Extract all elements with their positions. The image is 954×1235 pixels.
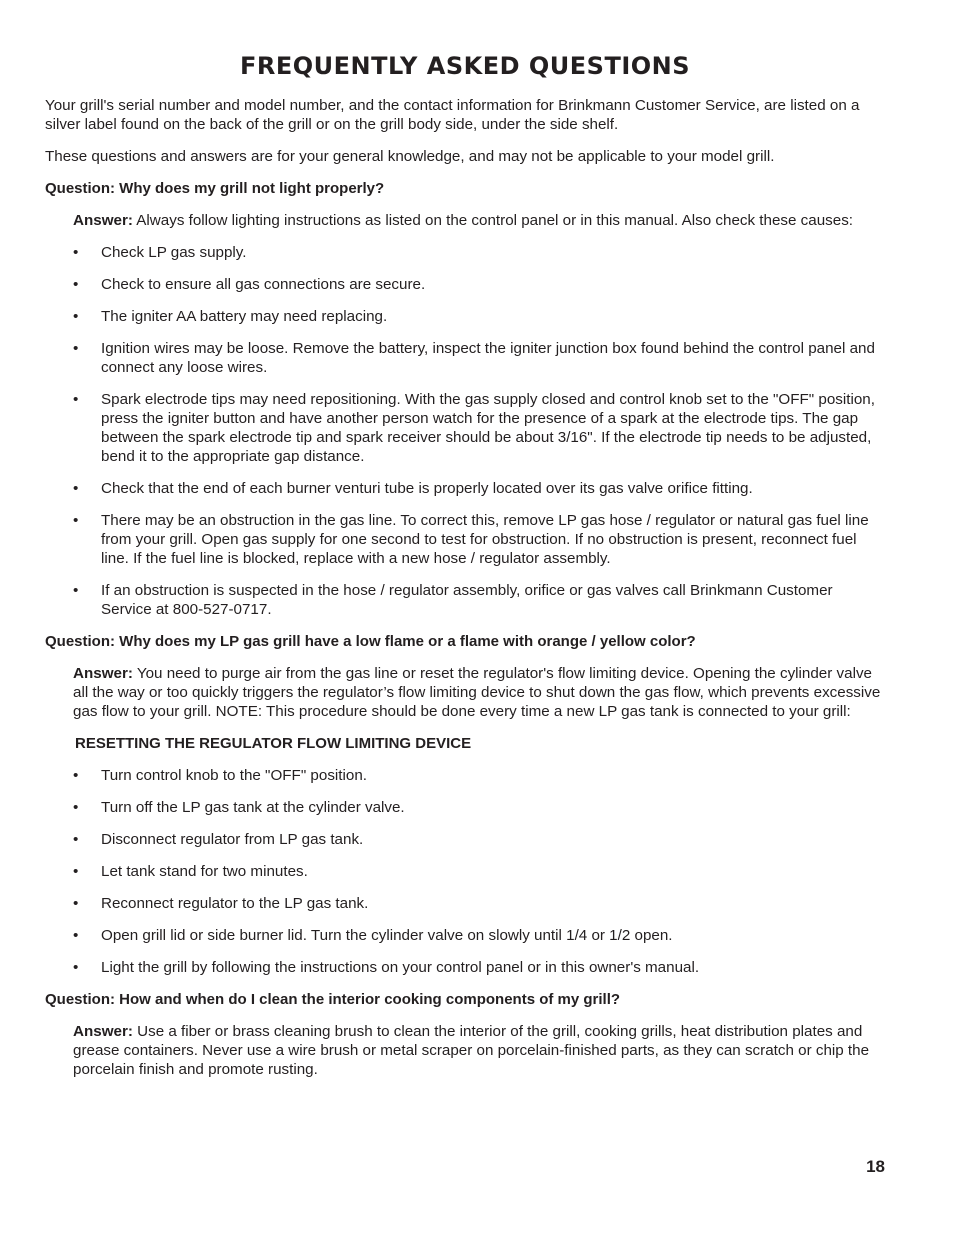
- list-item: • If an obstruction is suspected in the hose / regulator assembly, orifice or gas valves call Brinkmann Customer Service at 800-527-0717.: [101, 581, 885, 619]
- list-item: • Turn control knob to the "OFF" position.: [101, 766, 885, 785]
- answer-3: [73, 1022, 885, 1079]
- answer-label: Answer:: [73, 1023, 133, 1040]
- answer-label: Answer:: [73, 665, 133, 682]
- intro-paragraph-1: Your grill's serial number and model number, and the contact information for Brinkmann Customer Service, are listed on a silver label found on the back of the grill or on the grill body side, under the side shelf.: [45, 97, 860, 133]
- answer-1: [73, 211, 885, 230]
- subheading-reset-regulator: RESETTING THE REGULATOR FLOW LIMITING DEVICE: [75, 735, 472, 752]
- question-1: Question: Why does my grill not light properly?: [45, 180, 385, 197]
- q2-bullet-list: [45, 766, 885, 977]
- intro-paragraph-2: These questions and answers are for your general knowledge, and may not be applicable to your model grill.: [45, 148, 775, 165]
- list-item: • Check to ensure all gas connections are secure.: [101, 275, 885, 294]
- list-item: • Check that the end of each burner venturi tube is properly located over its gas valve orifice fitting.: [101, 479, 885, 498]
- list-item: • Open grill lid or side burner lid. Turn the cylinder valve on slowly until 1/4 or 1/2 open.: [101, 926, 885, 945]
- answer-text: Use a fiber or brass cleaning brush to clean the interior of the grill, cooking grills, heat distribution plates and grease containers. Never use a wire brush or metal scraper on porcelain-finished parts, as they can scratch or chip the porcelain finish and promote rusting.: [73, 1023, 870, 1078]
- list-item: • Ignition wires may be loose. Remove the battery, inspect the igniter junction box found behind the control panel and connect any loose wires.: [101, 339, 885, 377]
- list-item: • Disconnect regulator from LP gas tank.: [101, 830, 885, 849]
- answer-text: Always follow lighting instructions as listed on the control panel or in this manual. Also check these causes:: [132, 212, 854, 229]
- list-item: • Turn off the LP gas tank at the cylinder valve.: [101, 798, 885, 817]
- question-3: Question: How and when do I clean the interior cooking components of my grill?: [45, 991, 621, 1008]
- list-item: • There may be an obstruction in the gas line. To correct this, remove LP gas hose / regulator or natural gas fuel line from your grill. Open gas supply for one second to test for obstruction. If no obstruction is present, reconnect fuel line. If the fuel line is blocked, replace with a new hose / regulator assembly.: [101, 511, 885, 568]
- list-item: • Let tank stand for two minutes.: [101, 862, 885, 881]
- page-title: FREQUENTLY ASKED QUESTIONS: [239, 52, 691, 80]
- list-item: • The igniter AA battery may need replacing.: [101, 307, 885, 326]
- question-2: Question: Why does my LP gas grill have a low flame or a flame with orange / yellow color?: [45, 633, 696, 650]
- list-item: • Spark electrode tips may need repositioning. With the gas supply closed and control knob set to the "OFF" position, press the igniter button and have another person watch for the presence of a spark at the electrode tips. The gap between the spark electrode tip and spark receiver should be about 3/16". If the electrode tip needs to be adjusted, bend it to the appropriate gap distance.: [101, 390, 885, 466]
- answer-text: You need to purge air from the gas line or reset the regulator's flow limiting device. Opening the cylinder valve all the way or too quickly triggers the regulator’s flow limiting device to shut down the gas flow, which prevents excessive gas flow to your grill. NOTE: This procedure should be done every time a new LP gas tank is connected to your grill:: [73, 665, 881, 720]
- list-item: • Reconnect regulator to the LP gas tank.: [101, 894, 885, 913]
- q1-bullet-list: [45, 243, 885, 619]
- page-number: 18: [866, 1157, 885, 1176]
- list-item: • Light the grill by following the instructions on your control panel or in this owner's manual.: [101, 958, 885, 977]
- answer-label: Answer:: [73, 212, 133, 229]
- faq-page: [45, 48, 885, 1092]
- answer-2: [73, 664, 885, 721]
- list-item: • Check LP gas supply.: [101, 243, 885, 262]
